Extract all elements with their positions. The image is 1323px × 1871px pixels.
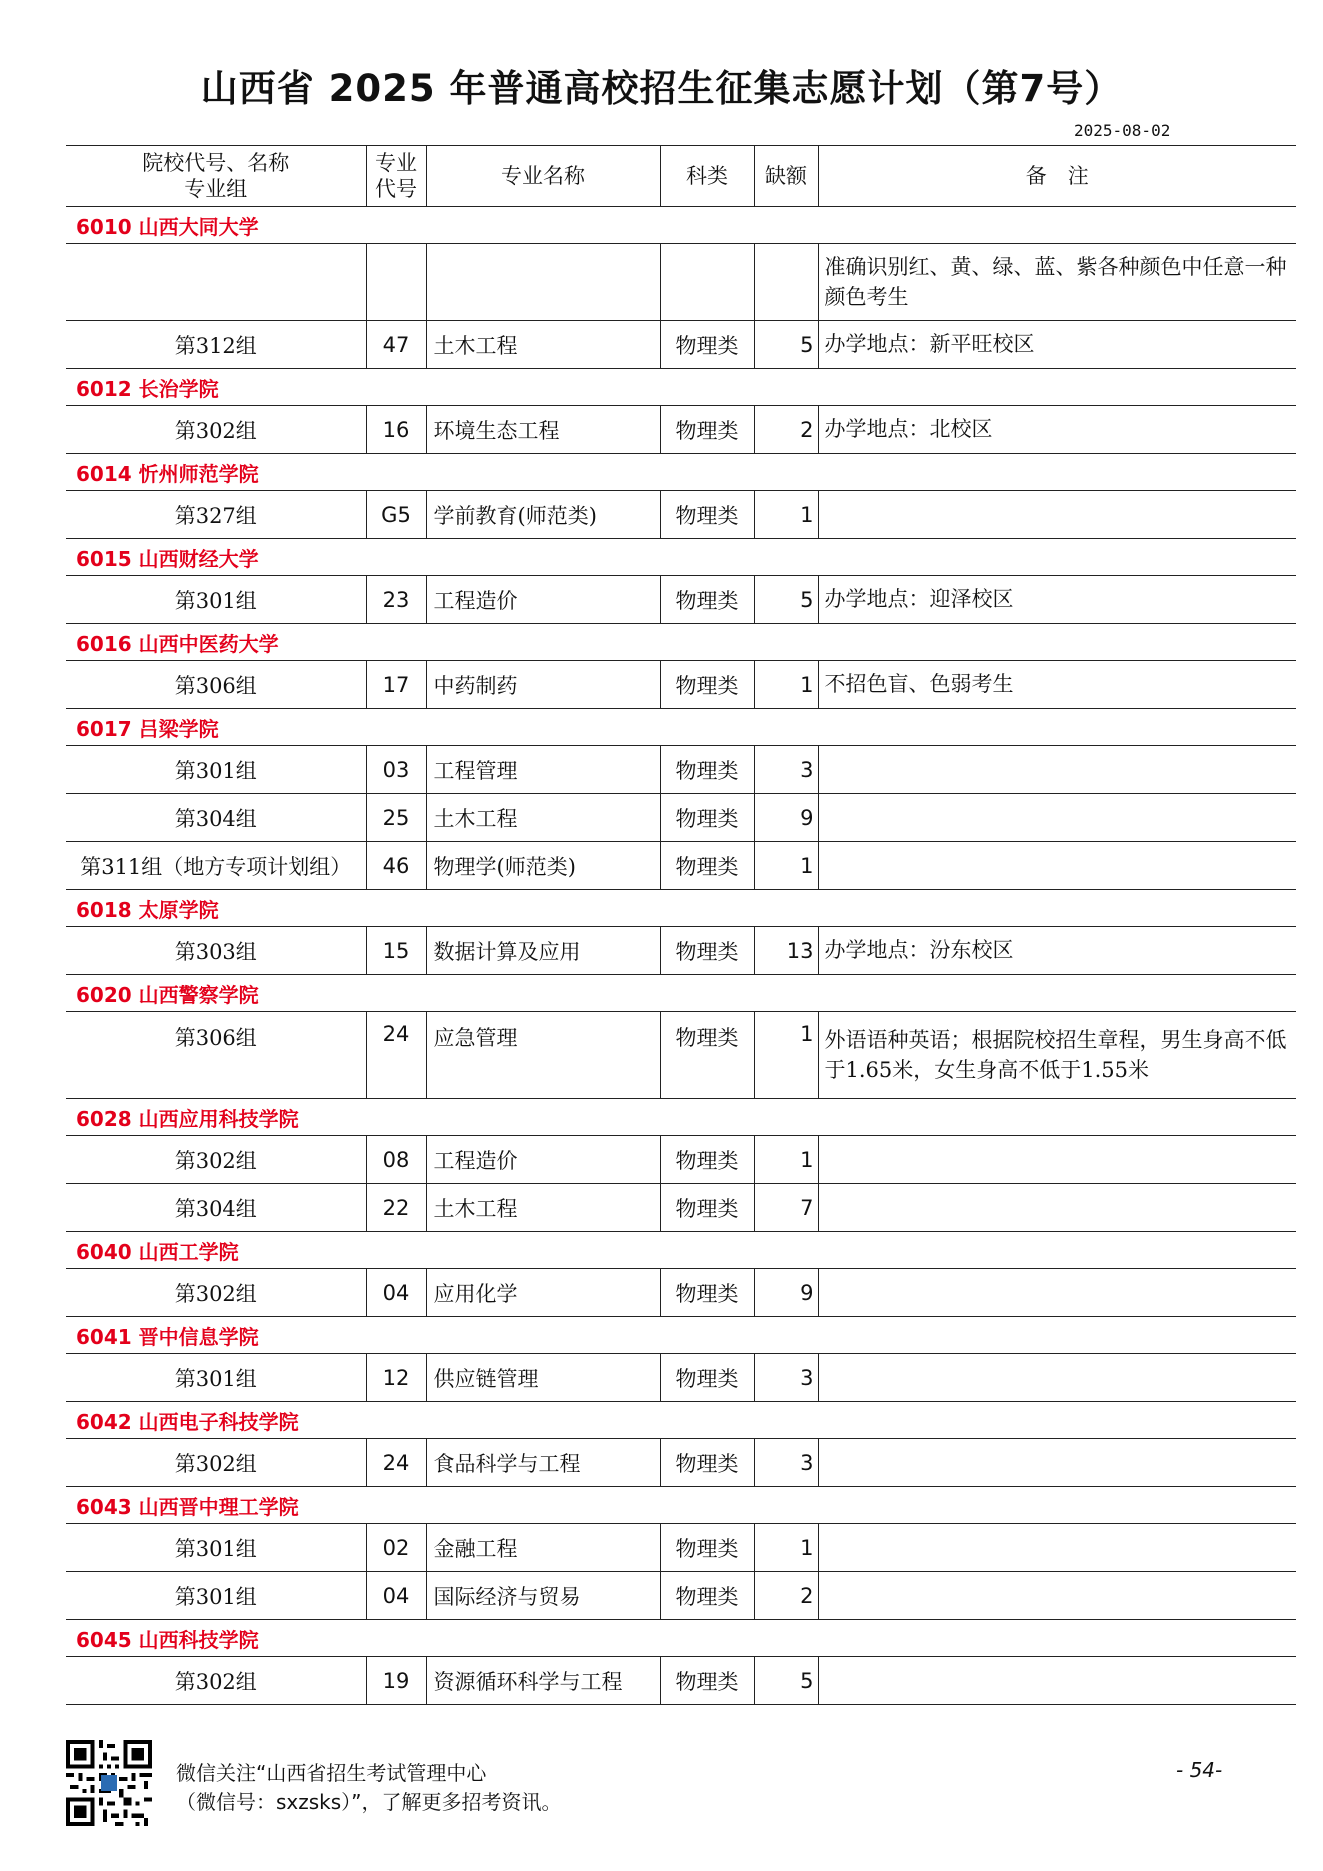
quota-cell: 1 xyxy=(754,1136,818,1184)
group-cell: 第306组 xyxy=(66,1012,366,1099)
table-body xyxy=(66,207,1296,1705)
school-name: 6045 山西科技学院 xyxy=(66,1620,1296,1657)
school-header-row xyxy=(66,539,1296,576)
group-cell: 第304组 xyxy=(66,1184,366,1232)
category-cell: 物理类 xyxy=(660,927,754,975)
header-school xyxy=(66,146,366,207)
school-header-row xyxy=(66,1099,1296,1136)
major-name-cell: 土木工程 xyxy=(426,1184,660,1232)
category-cell: 物理类 xyxy=(660,1136,754,1184)
major-code-cell: 25 xyxy=(366,794,426,842)
note-cell: 办学地点：北校区 xyxy=(818,406,1296,454)
major-name-cell: 工程造价 xyxy=(426,1136,660,1184)
header-code xyxy=(366,146,426,207)
major-code-cell: 24 xyxy=(366,1439,426,1487)
category-cell: 物理类 xyxy=(660,1572,754,1620)
group-cell: 第301组 xyxy=(66,746,366,794)
category-cell: 物理类 xyxy=(660,406,754,454)
quota-cell: 1 xyxy=(754,1012,818,1099)
major-name-cell: 应急管理 xyxy=(426,1012,660,1099)
school-header-row xyxy=(66,369,1296,406)
page-title: 山西省 2025 年普通高校招生征集志愿计划（第7号） xyxy=(200,67,1123,110)
quota-cell: 1 xyxy=(754,1524,818,1572)
quota-cell: 5 xyxy=(754,1657,818,1705)
category-cell: 物理类 xyxy=(660,842,754,890)
quota-cell: 5 xyxy=(754,321,818,369)
major-code-cell xyxy=(366,244,426,321)
group-cell: 第303组 xyxy=(66,927,366,975)
table-row xyxy=(66,1354,1296,1402)
major-code-cell: 02 xyxy=(366,1524,426,1572)
major-code-cell: 23 xyxy=(366,576,426,624)
category-cell: 物理类 xyxy=(660,1354,754,1402)
quota-cell: 3 xyxy=(754,1354,818,1402)
quota-cell: 7 xyxy=(754,1184,818,1232)
major-name-cell: 土木工程 xyxy=(426,321,660,369)
major-name-cell: 工程造价 xyxy=(426,576,660,624)
group-cell: 第302组 xyxy=(66,1657,366,1705)
school-header-row xyxy=(66,624,1296,661)
major-name-cell: 应用化学 xyxy=(426,1269,660,1317)
major-code-cell: 46 xyxy=(366,842,426,890)
table-row xyxy=(66,842,1296,890)
table-row xyxy=(66,794,1296,842)
major-name-cell: 食品科学与工程 xyxy=(426,1439,660,1487)
note-cell xyxy=(818,491,1296,539)
category-cell: 物理类 xyxy=(660,1657,754,1705)
group-cell: 第327组 xyxy=(66,491,366,539)
publish-date: 2025-08-02 xyxy=(1074,121,1171,140)
school-name: 6010 山西大同大学 xyxy=(66,207,1296,244)
quota-cell: 5 xyxy=(754,576,818,624)
school-name: 6043 山西晋中理工学院 xyxy=(66,1487,1296,1524)
school-header-row xyxy=(66,1232,1296,1269)
major-code-cell: 22 xyxy=(366,1184,426,1232)
note-cell: 外语语种英语；根据院校招生章程，男生身高不低于1.65米，女生身高不低于1.55米 xyxy=(818,1012,1296,1099)
table-row xyxy=(66,661,1296,709)
category-cell: 物理类 xyxy=(660,491,754,539)
note-cell xyxy=(818,1354,1296,1402)
quota-cell: 2 xyxy=(754,1572,818,1620)
school-name: 6040 山西工学院 xyxy=(66,1232,1296,1269)
table-row xyxy=(66,1184,1296,1232)
header-note: 备 注 xyxy=(818,146,1296,207)
note-cell: 办学地点：迎泽校区 xyxy=(818,576,1296,624)
major-name-cell: 国际经济与贸易 xyxy=(426,1572,660,1620)
school-name: 6020 山西警察学院 xyxy=(66,975,1296,1012)
table-row xyxy=(66,491,1296,539)
major-code-cell: 04 xyxy=(366,1269,426,1317)
major-code-cell: 15 xyxy=(366,927,426,975)
school-name: 6028 山西应用科技学院 xyxy=(66,1099,1296,1136)
table-row xyxy=(66,576,1296,624)
school-name: 6018 太原学院 xyxy=(66,890,1296,927)
school-name: 6017 吕梁学院 xyxy=(66,709,1296,746)
major-name-cell: 资源循环科学与工程 xyxy=(426,1657,660,1705)
table-row xyxy=(66,1572,1296,1620)
major-name-cell xyxy=(426,244,660,321)
enrollment-plan-table xyxy=(66,145,1296,1705)
group-cell: 第302组 xyxy=(66,1439,366,1487)
major-name-cell: 学前教育(师范类) xyxy=(426,491,660,539)
category-cell: 物理类 xyxy=(660,1184,754,1232)
table-row xyxy=(66,927,1296,975)
school-header-row xyxy=(66,890,1296,927)
school-name: 6041 晋中信息学院 xyxy=(66,1317,1296,1354)
footer-line-2: （微信号：sxzsks）”，了解更多招考资讯。 xyxy=(176,1790,562,1814)
footer-note xyxy=(176,1759,562,1817)
group-cell: 第304组 xyxy=(66,794,366,842)
category-cell: 物理类 xyxy=(660,1012,754,1099)
major-code-cell: 24 xyxy=(366,1012,426,1099)
table-header xyxy=(66,146,1296,207)
header-school-line1: 院校代号、名称 xyxy=(142,150,290,175)
note-cell xyxy=(818,1439,1296,1487)
major-code-cell: 47 xyxy=(366,321,426,369)
note-cell xyxy=(818,1657,1296,1705)
group-cell: 第302组 xyxy=(66,406,366,454)
page-number: - 54- xyxy=(1176,1758,1223,1782)
note-cell: 办学地点：新平旺校区 xyxy=(818,321,1296,369)
major-code-cell: 04 xyxy=(366,1572,426,1620)
note-cell: 不招色盲、色弱考生 xyxy=(818,661,1296,709)
table-row xyxy=(66,1657,1296,1705)
note-cell xyxy=(818,1524,1296,1572)
note-cell: 准确识别红、黄、绿、蓝、紫各种颜色中任意一种颜色考生 xyxy=(818,244,1296,321)
school-header-row xyxy=(66,709,1296,746)
group-cell: 第301组 xyxy=(66,1354,366,1402)
quota-cell: 13 xyxy=(754,927,818,975)
header-school-line2: 专业组 xyxy=(184,177,248,201)
note-cell xyxy=(818,746,1296,794)
major-code-cell: G5 xyxy=(366,491,426,539)
category-cell xyxy=(660,244,754,321)
table-row xyxy=(66,1012,1296,1099)
table-row xyxy=(66,1524,1296,1572)
note-cell xyxy=(818,1269,1296,1317)
note-cell xyxy=(818,794,1296,842)
major-code-cell: 19 xyxy=(366,1657,426,1705)
school-name: 6012 长治学院 xyxy=(66,369,1296,406)
school-header-row xyxy=(66,207,1296,244)
category-cell: 物理类 xyxy=(660,1524,754,1572)
school-header-row xyxy=(66,1317,1296,1354)
school-name: 6014 忻州师范学院 xyxy=(66,454,1296,491)
major-code-cell: 16 xyxy=(366,406,426,454)
note-cell xyxy=(818,1184,1296,1232)
group-cell: 第301组 xyxy=(66,576,366,624)
major-name-cell: 物理学(师范类) xyxy=(426,842,660,890)
quota-cell: 9 xyxy=(754,794,818,842)
quota-cell xyxy=(754,244,818,321)
footer-line-1: 微信关注“山西省招生考试管理中心 xyxy=(176,1761,487,1785)
group-cell: 第302组 xyxy=(66,1136,366,1184)
table-row xyxy=(66,406,1296,454)
major-code-cell: 12 xyxy=(366,1354,426,1402)
header-quota: 缺额 xyxy=(754,146,818,207)
group-cell: 第311组（地方专项计划组） xyxy=(66,842,366,890)
category-cell: 物理类 xyxy=(660,321,754,369)
group-cell: 第302组 xyxy=(66,1269,366,1317)
category-cell: 物理类 xyxy=(660,1439,754,1487)
major-name-cell: 中药制药 xyxy=(426,661,660,709)
school-name: 6042 山西电子科技学院 xyxy=(66,1402,1296,1439)
note-cell xyxy=(818,1136,1296,1184)
group-cell: 第301组 xyxy=(66,1524,366,1572)
note-cell: 办学地点：汾东校区 xyxy=(818,927,1296,975)
group-cell: 第306组 xyxy=(66,661,366,709)
quota-cell: 1 xyxy=(754,661,818,709)
table-row xyxy=(66,1439,1296,1487)
group-cell: 第312组 xyxy=(66,321,366,369)
note-cell xyxy=(818,842,1296,890)
header-code-line1: 专业 xyxy=(375,150,417,175)
major-name-cell: 土木工程 xyxy=(426,794,660,842)
table-row xyxy=(66,746,1296,794)
major-name-cell: 供应链管理 xyxy=(426,1354,660,1402)
table-row xyxy=(66,321,1296,369)
school-name: 6015 山西财经大学 xyxy=(66,539,1296,576)
table-row xyxy=(66,244,1296,321)
quota-cell: 3 xyxy=(754,746,818,794)
table-row xyxy=(66,1136,1296,1184)
quota-cell: 1 xyxy=(754,491,818,539)
table-row xyxy=(66,1269,1296,1317)
major-code-cell: 17 xyxy=(366,661,426,709)
group-cell xyxy=(66,244,366,321)
major-name-cell: 金融工程 xyxy=(426,1524,660,1572)
group-cell: 第301组 xyxy=(66,1572,366,1620)
school-name: 6016 山西中医药大学 xyxy=(66,624,1296,661)
school-header-row xyxy=(66,1402,1296,1439)
major-name-cell: 环境生态工程 xyxy=(426,406,660,454)
major-name-cell: 工程管理 xyxy=(426,746,660,794)
major-code-cell: 03 xyxy=(366,746,426,794)
quota-cell: 3 xyxy=(754,1439,818,1487)
header-major: 专业名称 xyxy=(426,146,660,207)
header-code-line2: 代号 xyxy=(375,177,417,201)
school-header-row xyxy=(66,975,1296,1012)
category-cell: 物理类 xyxy=(660,576,754,624)
category-cell: 物理类 xyxy=(660,746,754,794)
note-cell xyxy=(818,1572,1296,1620)
header-category: 科类 xyxy=(660,146,754,207)
school-header-row xyxy=(66,1620,1296,1657)
quota-cell: 9 xyxy=(754,1269,818,1317)
major-code-cell: 08 xyxy=(366,1136,426,1184)
category-cell: 物理类 xyxy=(660,661,754,709)
category-cell: 物理类 xyxy=(660,794,754,842)
category-cell: 物理类 xyxy=(660,1269,754,1317)
quota-cell: 2 xyxy=(754,406,818,454)
school-header-row xyxy=(66,1487,1296,1524)
qr-code-icon xyxy=(66,1740,152,1826)
quota-cell: 1 xyxy=(754,842,818,890)
school-header-row xyxy=(66,454,1296,491)
major-name-cell: 数据计算及应用 xyxy=(426,927,660,975)
